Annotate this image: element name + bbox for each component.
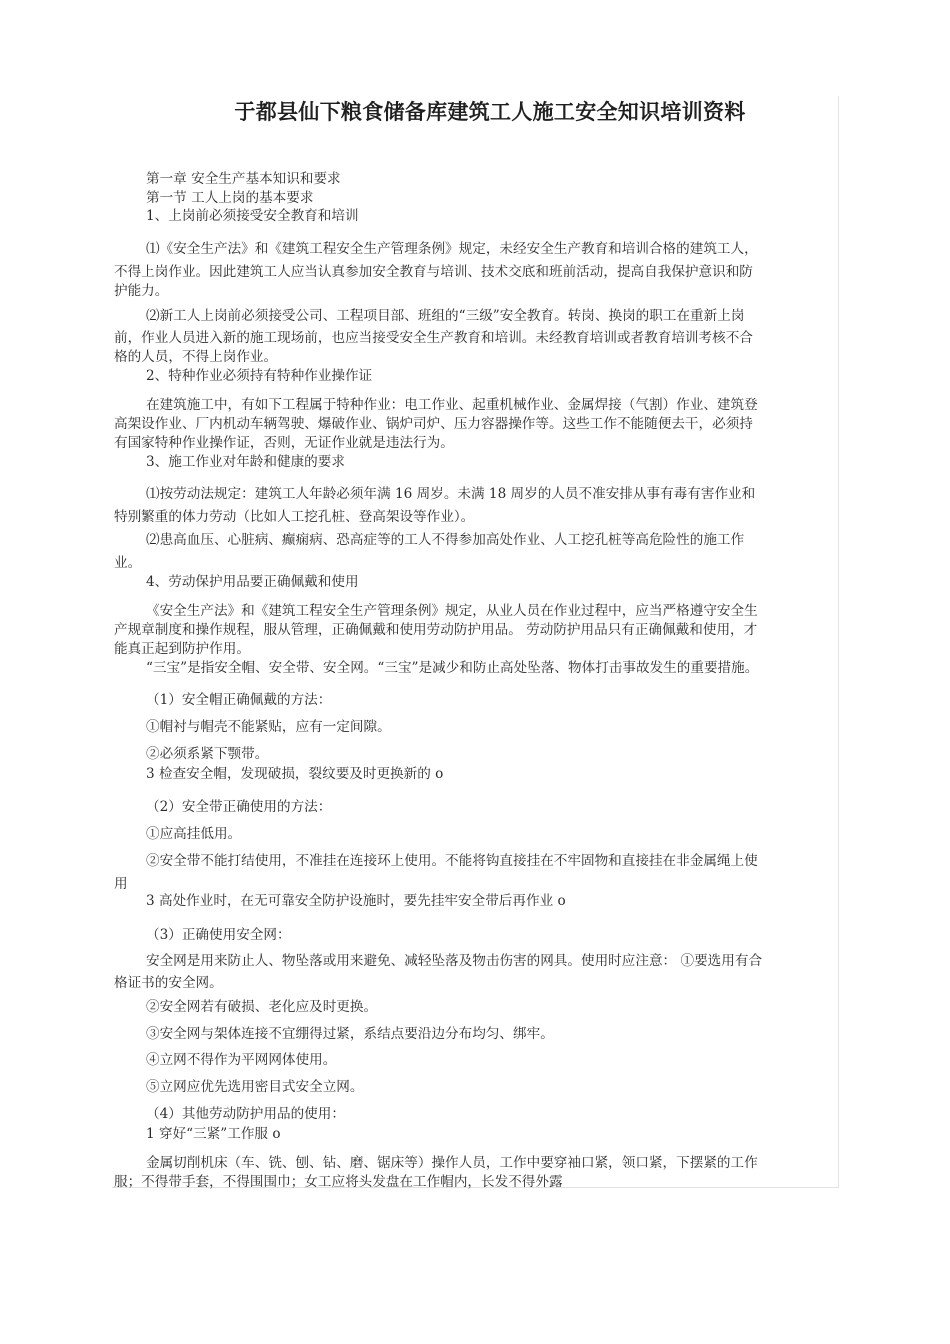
text-line: 前，作业人员进入新的施工现场前，也应当接受安全生产教育和培训。未经教育培训或者教育培训考核不合 xyxy=(114,330,753,346)
text-line: 3、施工作业对年龄和健康的要求 xyxy=(146,454,345,470)
text-line: （3）正确使用安全网： xyxy=(146,927,291,943)
document-title: 于都县仙下粮食储备库建筑工人施工安全知识培训资料 xyxy=(234,99,746,124)
text-line: 第一章 安全生产基本知识和要求 xyxy=(146,171,341,187)
text-line: 安全网是用来防止人、物坠落或用来避免、减轻坠落及物击伤害的网具。使用时应注意： ①要选用有合 xyxy=(146,953,763,969)
text-line: 金属切削机床（车、铣、刨、钻、磨、锯床等）操作人员，工作中要穿袖口紧，领口紧，下摆紧的工作 xyxy=(146,1155,758,1171)
text-line: （4）其他劳动防护用品的使用： xyxy=(146,1106,345,1122)
text-line: 格证书的安全网。 xyxy=(114,975,223,991)
text-line: 产规章制度和操作规程，服从管理，正确佩戴和使用劳动防护用品。 劳动防护用品只有正确佩戴和使用，才 xyxy=(114,622,758,638)
text-line: 护能力。 xyxy=(114,283,169,299)
text-line: 《安全生产法》和《建筑工程安全生产管理条例》规定，从业人员在作业过程中，应当严格遵守安全生 xyxy=(146,603,758,619)
text-line: 特别繁重的体力劳动（比如人工挖孔桩、登高架设等作业）。 xyxy=(114,509,475,525)
text-line: ②安全网若有破损、老化应及时更换。 xyxy=(146,999,378,1015)
text-line: 1、上岗前必须接受安全教育和培训 xyxy=(146,208,359,224)
text-line: 1 穿好“三紧”工作服 o xyxy=(146,1126,281,1142)
text-line: 业。 xyxy=(114,555,142,571)
text-line: ①帽衬与帽壳不能紧贴，应有一定间隙。 xyxy=(146,719,391,735)
text-line: 3 高处作业时，在无可靠安全防护设施时，要先挂牢安全带后再作业 o xyxy=(146,893,566,909)
text-line: ④立网不得作为平网网体使用。 xyxy=(146,1052,337,1068)
text-line: ⑴按劳动法规定：建筑工人年龄必须年满 16 周岁。未满 18 周岁的人员不准安排从事有毒有害作业和 xyxy=(146,486,756,502)
text-line: ⑵新工人上岗前必须接受公司、工程项目部、班组的“三级”安全教育。转岗、换岗的职工在重新上岗 xyxy=(146,308,745,324)
text-line: ②安全带不能打结使用，不准挂在连接环上使用。不能将钩直接挂在不牢固物和直接挂在非金属绳上使 xyxy=(146,853,758,869)
text-line: 3 检查安全帽，发现破损，裂纹要及时更换新的 o xyxy=(146,766,444,782)
text-line: ⑤立网应优先选用密目式安全立网。 xyxy=(146,1079,364,1095)
text-line: 高架设作业、厂内机动车辆驾驶、爆破作业、锅炉司炉、压力容器操作等。这些工作不能随便去干，必须持 xyxy=(114,416,753,432)
text-line: 在建筑施工中，有如下工程属于特种作业：电工作业、起重机械作业、金属焊接（气割）作业、建筑登 xyxy=(146,397,758,413)
text-line: 2、特种作业必须持有特种作业操作证 xyxy=(146,368,373,384)
text-line: ⑴《安全生产法》和《建筑工程安全生产管理条例》规定，未经安全生产教育和培训合格的建筑工人， xyxy=(146,241,758,257)
text-line: （1）安全帽正确佩戴的方法： xyxy=(146,692,332,708)
text-line: （2）安全带正确使用的方法： xyxy=(146,799,332,815)
text-line: “三宝”是指安全帽、安全带、安全网。“三宝”是减少和防止高处坠落、物体打击事故发生的重要措施。 xyxy=(146,660,759,676)
text-line: 格的人员，不得上岗作业。 xyxy=(114,349,278,365)
text-line: ③安全网与架体连接不宜绷得过紧，系结点要沿边分布均匀、绑牢。 xyxy=(146,1026,554,1042)
page-border-right xyxy=(838,96,839,1188)
text-line: ②必须系紧下颚带。 xyxy=(146,746,269,762)
text-line: 用 xyxy=(114,876,128,892)
text-line: 不得上岗作业。因此建筑工人应当认真参加安全教育与培训、技术交底和班前活动，提高自我保护意识和防 xyxy=(114,264,753,280)
text-line: ①应高挂低用。 xyxy=(146,826,242,842)
text-line: 4、劳动保护用品要正确佩戴和使用 xyxy=(146,574,359,590)
text-line: 能真正起到防护作用。 xyxy=(114,641,250,657)
text-line: ⑵患高血压、心脏病、癫痫病、恐高症等的工人不得参加高处作业、人工挖孔桩等高危险性的施工作 xyxy=(146,532,745,548)
text-line: 服；不得带手套，不得围围巾；女工应将头发盘在工作帽内，长发不得外露 xyxy=(114,1174,563,1190)
text-line: 有国家特种作业操作证，否则，无证作业就是违法行为。 xyxy=(114,435,454,451)
text-line: 第一节 工人上岗的基本要求 xyxy=(146,190,314,206)
